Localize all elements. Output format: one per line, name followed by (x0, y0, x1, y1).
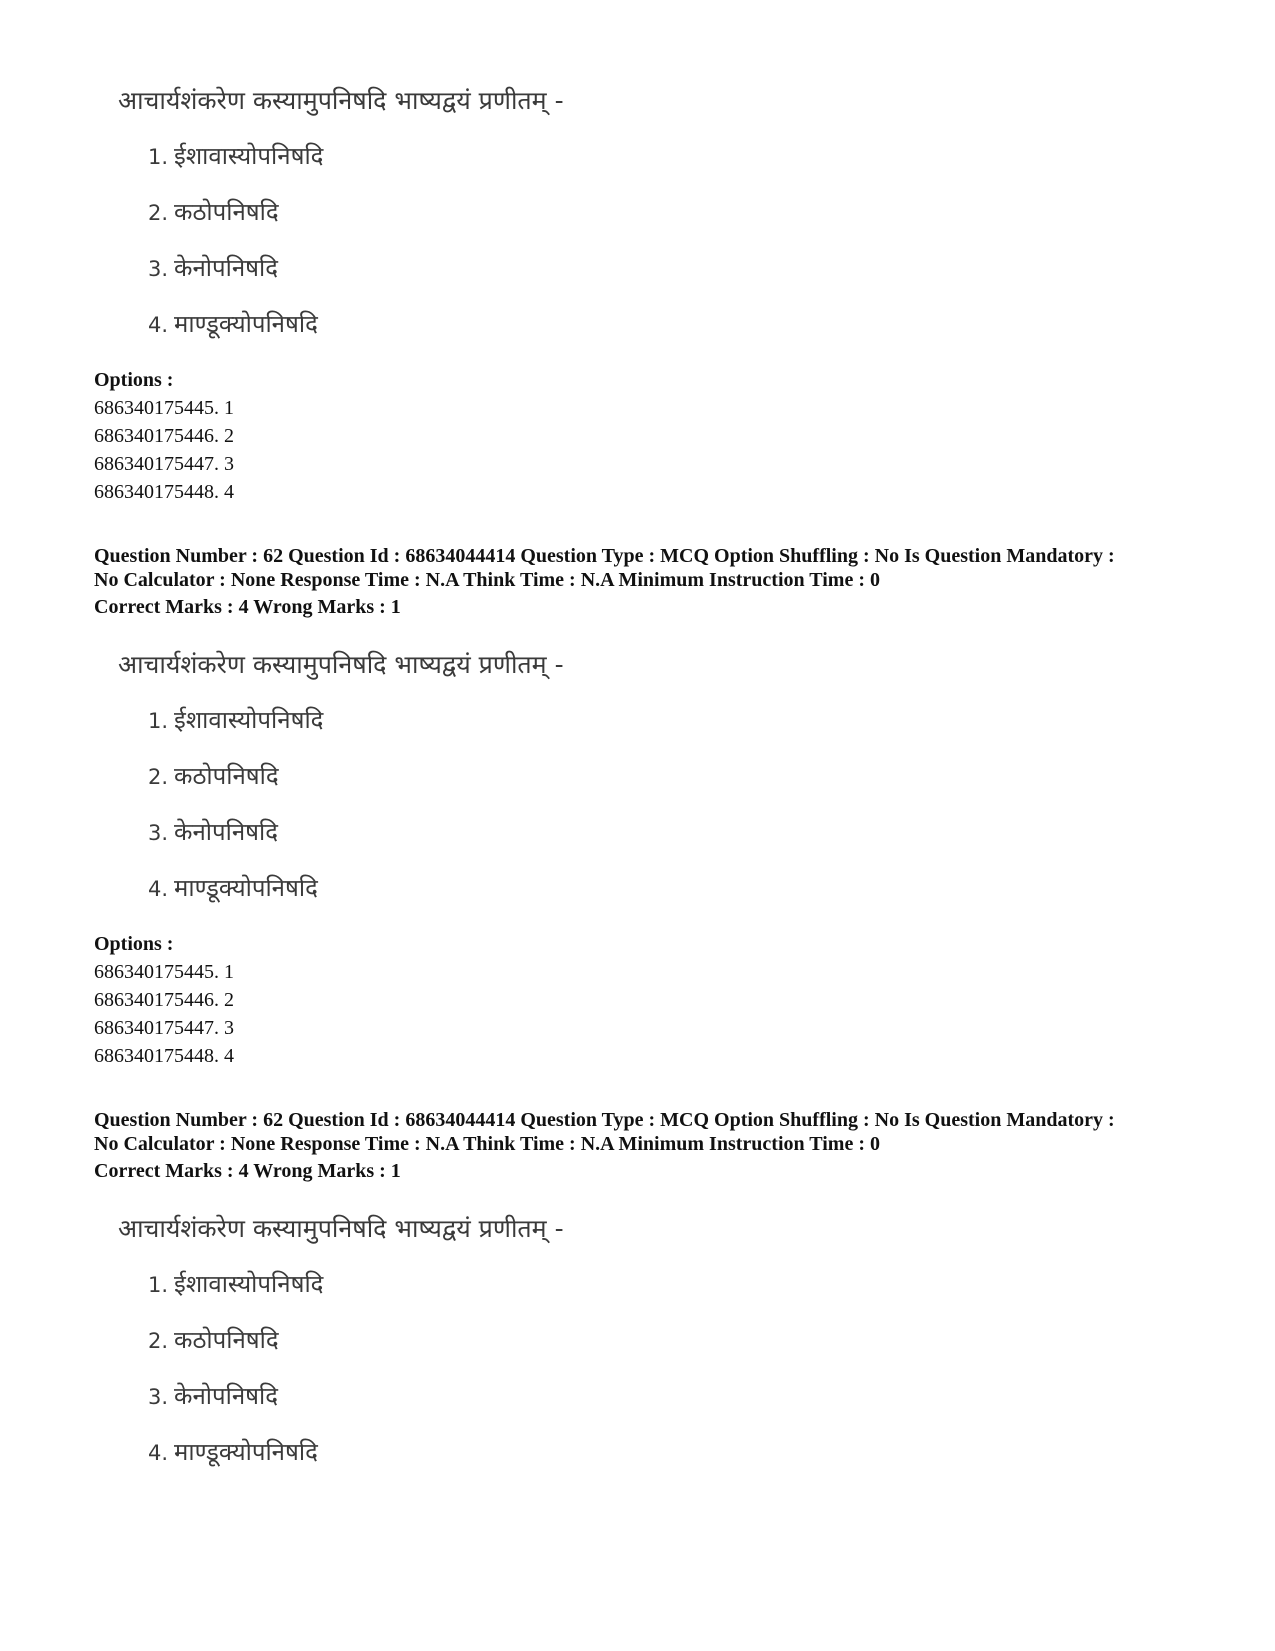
choice-item (148, 200, 279, 224)
choice-number: 4. (148, 877, 169, 901)
choice-number: 2. (148, 1329, 169, 1353)
choice-item (148, 820, 278, 844)
choice-item (148, 1328, 279, 1352)
choice-text: केनोपनिषदि (174, 818, 279, 846)
choice-text: माण्डूक्योपनिषदि (174, 1438, 318, 1466)
question-meta-line: Question Number : 62 Question Id : 68634044414 Question Type : MCQ Option Shuffling : No Is Question Mandatory : (94, 545, 1115, 567)
choice-text: कठोपनिषदि (174, 198, 279, 226)
marks-line: Correct Marks : 4 Wrong Marks : 1 (94, 596, 401, 618)
options-heading: Options : (94, 369, 174, 391)
choice-number: 3. (148, 821, 169, 845)
question-text: आचार्यशंकरेण कस्यामुपनिषदि भाष्यद्वयं प्रणीतम् - (118, 1214, 564, 1243)
choice-item (148, 144, 323, 168)
choice-item (148, 1440, 318, 1464)
option-line: 686340175446. 2 (94, 425, 234, 447)
question-meta-line: No Calculator : None Response Time : N.A Think Time : N.A Minimum Instruction Time : 0 (94, 1133, 880, 1155)
option-line: 686340175445. 1 (94, 397, 234, 419)
choice-number: 2. (148, 765, 169, 789)
choice-text: कठोपनिषदि (174, 1326, 279, 1354)
choice-text: केनोपनिषदि (174, 1382, 279, 1410)
question-text: आचार्यशंकरेण कस्यामुपनिषदि भाष्यद्वयं प्रणीतम् - (118, 650, 564, 679)
option-line: 686340175448. 4 (94, 1045, 234, 1067)
question-meta-line: No Calculator : None Response Time : N.A Think Time : N.A Minimum Instruction Time : 0 (94, 569, 880, 591)
choice-number: 2. (148, 201, 169, 225)
choice-item (148, 708, 323, 732)
marks-line: Correct Marks : 4 Wrong Marks : 1 (94, 1160, 401, 1182)
choice-text: माण्डूक्योपनिषदि (174, 874, 318, 902)
option-line: 686340175446. 2 (94, 989, 234, 1011)
choice-text: कठोपनिषदि (174, 762, 279, 790)
option-line: 686340175447. 3 (94, 1017, 234, 1039)
choice-number: 3. (148, 257, 169, 281)
choice-item (148, 1272, 323, 1296)
choice-text: ईशावास्योपनिषदि (174, 142, 324, 170)
choice-item (148, 256, 278, 280)
choice-number: 1. (148, 1273, 169, 1297)
choice-item (148, 876, 318, 900)
question-text: आचार्यशंकरेण कस्यामुपनिषदि भाष्यद्वयं प्रणीतम् - (118, 86, 564, 115)
choice-number: 4. (148, 313, 169, 337)
option-line: 686340175447. 3 (94, 453, 234, 475)
choice-item (148, 1384, 278, 1408)
choice-text: ईशावास्योपनिषदि (174, 1270, 324, 1298)
choice-number: 1. (148, 709, 169, 733)
choice-item (148, 764, 279, 788)
choice-number: 1. (148, 145, 169, 169)
choice-text: ईशावास्योपनिषदि (174, 706, 324, 734)
options-heading: Options : (94, 933, 174, 955)
choice-item (148, 312, 318, 336)
choice-text: केनोपनिषदि (174, 254, 279, 282)
choice-number: 4. (148, 1441, 169, 1465)
option-line: 686340175448. 4 (94, 481, 234, 503)
question-meta-line: Question Number : 62 Question Id : 68634044414 Question Type : MCQ Option Shuffling : No Is Question Mandatory : (94, 1109, 1115, 1131)
choice-number: 3. (148, 1385, 169, 1409)
option-line: 686340175445. 1 (94, 961, 234, 983)
choice-text: माण्डूक्योपनिषदि (174, 310, 318, 338)
